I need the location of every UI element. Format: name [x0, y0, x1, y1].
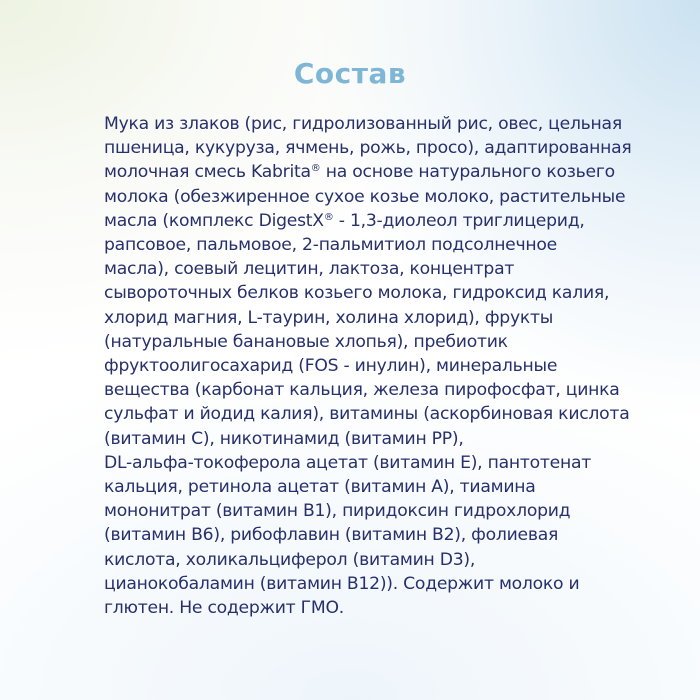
registered-mark: ® — [323, 211, 334, 223]
composition-line: кальция, ретинола ацетат (витамин А), тиамина — [104, 477, 536, 498]
composition-text — [104, 112, 632, 620]
composition-text-fragment: масла (комплекс DigestX — [104, 210, 324, 231]
composition-line: хлорид магния, L-таурин, холина хлорид), фрукты — [104, 307, 554, 328]
composition-line: кислота, холикальциферол (витамин D3), — [104, 549, 476, 570]
composition-line: молока (обезжиренное сухое козье молоко, растительные — [104, 186, 626, 207]
composition-line: сульфат и йодид калия), витамины (аскорбиновая кислота — [104, 404, 630, 425]
composition-line: Мука из злаков (рис, гидролизованный рис, овес, цельная — [104, 114, 622, 134]
composition-line: (витамин С), никотинамид (витамин РР), — [104, 428, 464, 449]
composition-text-fragment: молочная смесь Kabrita — [104, 162, 311, 183]
composition-line: сывороточных белков козьего молока, гидроксид калия, — [104, 283, 610, 304]
composition-line: глютен. Не содержит ГМО. — [104, 598, 344, 619]
composition-line: (витамин В6), рибофлавин (витамин В2), фолиевая — [104, 525, 559, 546]
composition-line: мононитрат (витамин В1), пиридоксин гидрохлорид — [104, 501, 571, 522]
page-title: Состав — [293, 56, 407, 90]
composition-line: рапсовое, пальмовое, 2-пальмитиол подсолнечное — [104, 235, 557, 256]
composition-text-fragment: на основе натурального козьего — [320, 162, 615, 183]
composition-line — [104, 160, 615, 184]
registered-mark: ® — [310, 163, 321, 175]
composition-line: вещества (карбонат кальция, железа пирофосфат, цинка — [104, 380, 620, 401]
composition-line — [104, 209, 604, 233]
composition-line: фруктоолигосахарид (FOS - инулин), минеральные — [104, 356, 558, 377]
composition-line: (натуральные банановые хлопья), пребиотик — [104, 331, 508, 352]
composition-line: масла), соевый лецитин, лактоза, концентрат — [104, 259, 515, 280]
composition-line: DL-альфа-токоферола ацетат (витамин Е), пантотенат — [104, 452, 591, 473]
composition-line: цианокобаламин (витамин В12)). Содержит молоко и — [104, 573, 580, 594]
composition-line: пшеница, кукуруза, ячмень, рожь, просо), адаптированная — [104, 138, 632, 159]
composition-text-fragment: - 1,3-диолеол триглицерид, — [333, 210, 585, 231]
